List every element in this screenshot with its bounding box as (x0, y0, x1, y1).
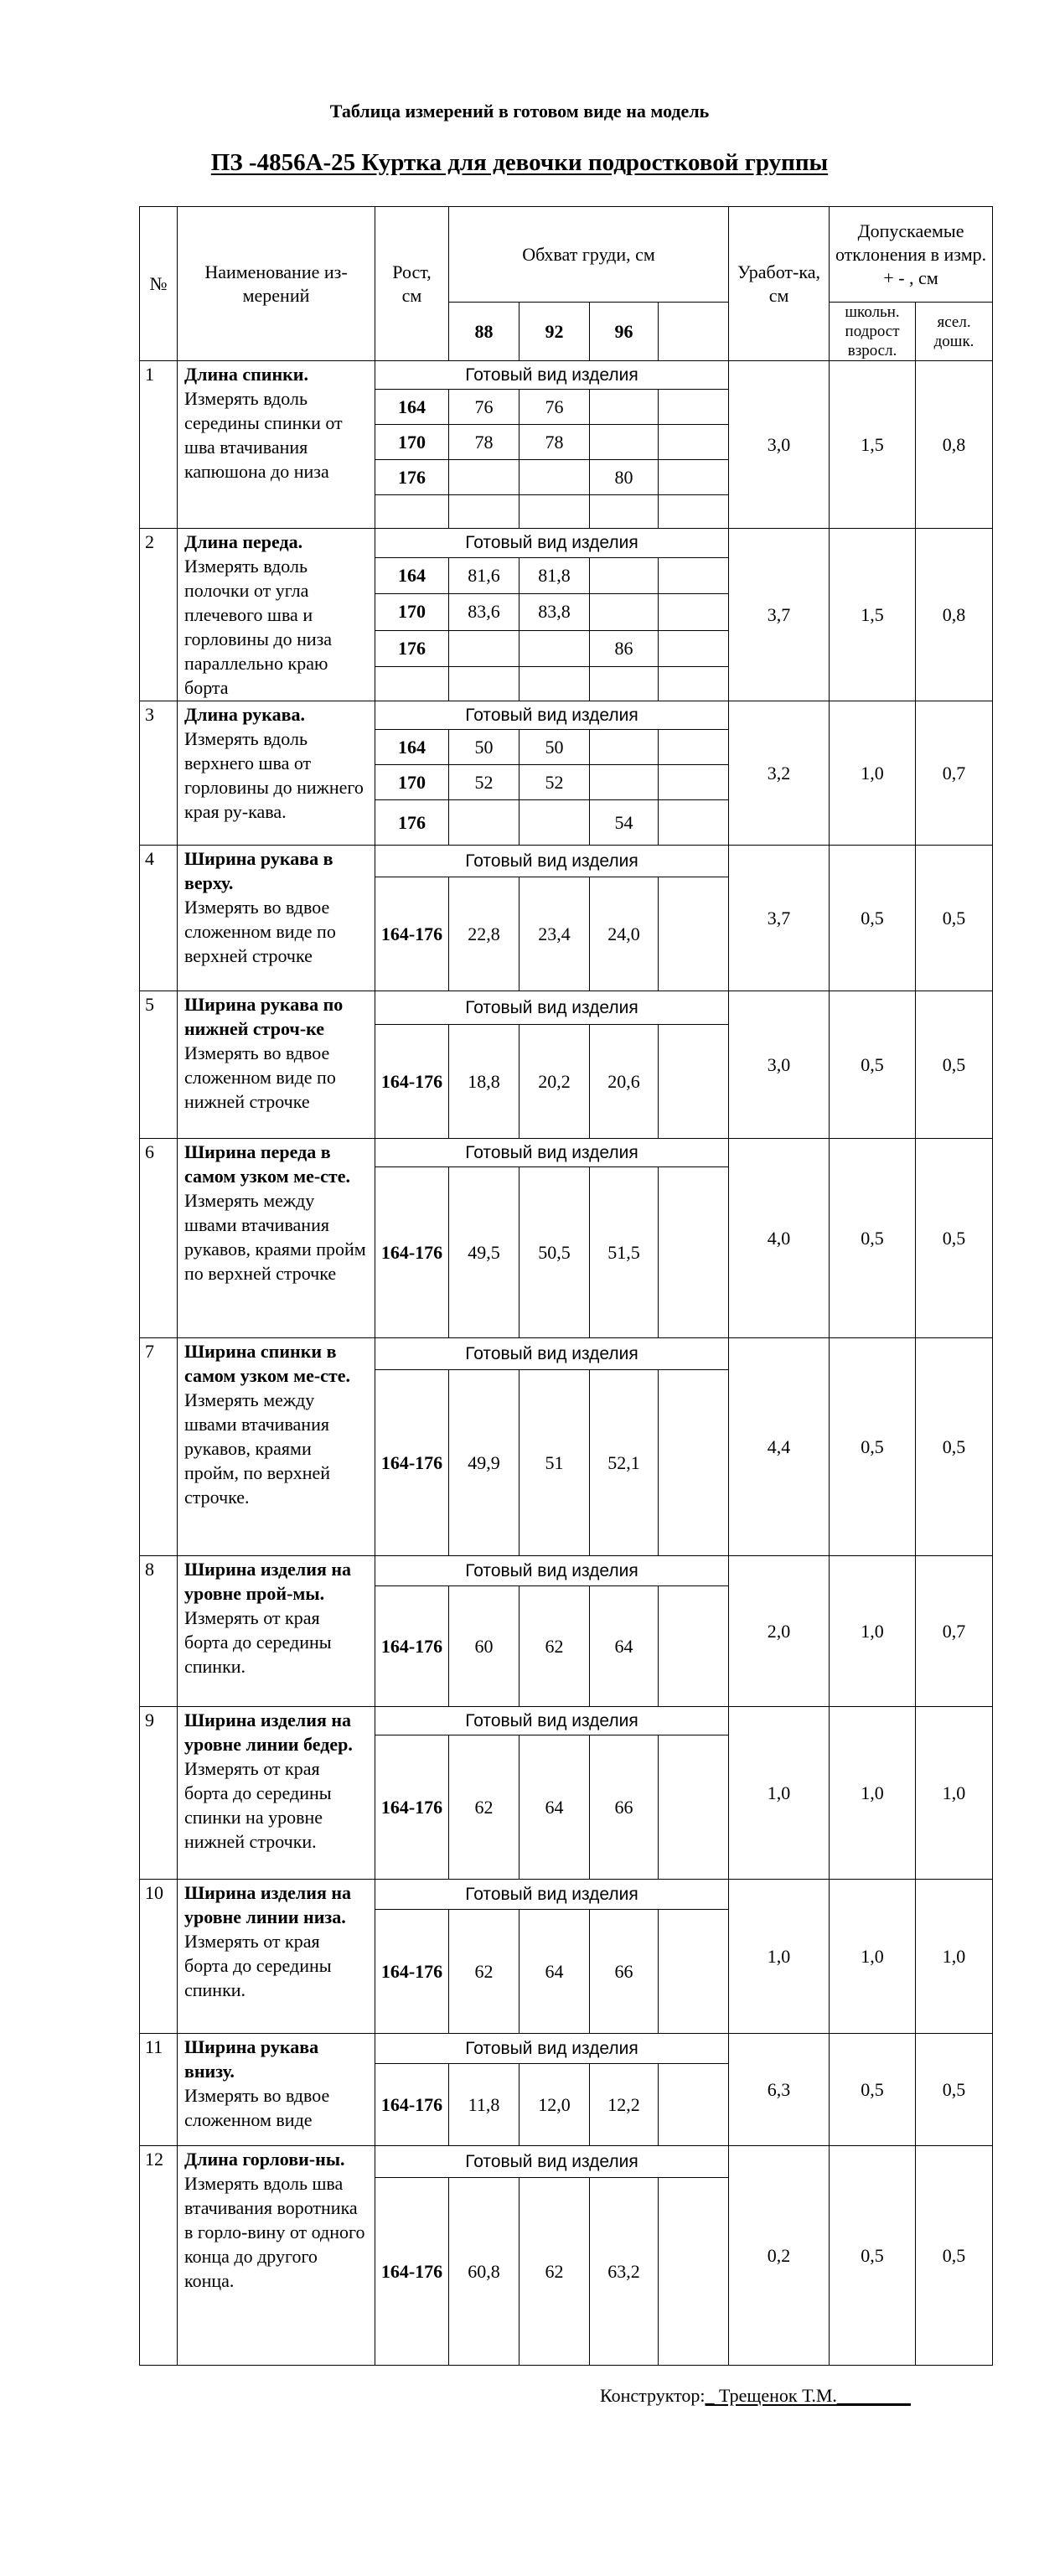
row-title: Ширина изделия на уровне линии низа. (184, 1882, 352, 1927)
row-desc: Измерять от края борта до середины спинки. (184, 1931, 332, 2000)
tol-school-value: 0,5 (830, 846, 916, 991)
ready-label: Готовый вид изделия (375, 1880, 729, 1910)
empty-cell (659, 2064, 729, 2146)
row-name (178, 2146, 375, 2366)
tol-school-value: 1,5 (830, 529, 916, 701)
chest-88-value: 18,8 (449, 1025, 520, 1139)
chest-96-value: 24,0 (590, 877, 659, 991)
height-value: 164-176 (375, 1735, 449, 1880)
footer (600, 2385, 911, 2407)
ready-label: Готовый вид изделия (375, 701, 729, 730)
row-desc: Измерять между швами втачивания рукавов, краями пройм, по верхней строчке. (184, 1389, 331, 1508)
table-row (140, 1556, 993, 1586)
row-num: 5 (140, 991, 178, 1139)
empty-cell (449, 495, 520, 529)
row-desc: Измерять во вдвое сложенном виде по верхней строчке (184, 897, 336, 966)
chest-92-value: 62 (520, 2178, 590, 2366)
row-name (178, 1556, 375, 1707)
tol-nursery-value: 0,8 (916, 361, 993, 529)
empty-cell (659, 1025, 729, 1139)
constructor-name: _ Трещенок Т.М.________ (705, 2385, 911, 2406)
ready-label: Готовый вид изделия (375, 529, 729, 558)
empty-cell (659, 630, 729, 666)
chest-92-value: 76 (520, 390, 590, 425)
chest-96-value (590, 558, 659, 594)
chest-88-value: 78 (449, 425, 520, 460)
row-desc: Измерять от края борта до середины спинки на уровне нижней строчки. (184, 1758, 332, 1852)
height-value: 176 (375, 800, 449, 846)
chest-88-value: 62 (449, 1910, 520, 2034)
work-value: 3,0 (729, 991, 830, 1139)
chest-92-value: 83,8 (520, 594, 590, 630)
height-value: 176 (375, 630, 449, 666)
tol-school-value: 0,5 (830, 1338, 916, 1556)
height-value: 164 (375, 558, 449, 594)
row-num: 9 (140, 1707, 178, 1880)
row-num: 3 (140, 701, 178, 846)
row-title: Длина горлови-ны. (184, 2149, 345, 2170)
tol-nursery-value: 0,8 (916, 529, 993, 701)
height-value: 164-176 (375, 1910, 449, 2034)
work-value: 4,4 (729, 1338, 830, 1556)
tol-nursery-value: 0,7 (916, 1556, 993, 1707)
row-num: 2 (140, 529, 178, 701)
table-row (140, 529, 993, 558)
empty-cell (659, 765, 729, 800)
height-value: 164 (375, 390, 449, 425)
height-value: 164-176 (375, 1025, 449, 1139)
row-num: 12 (140, 2146, 178, 2366)
row-name (178, 529, 375, 701)
work-value: 0,2 (729, 2146, 830, 2366)
chest-88-value: 60 (449, 1586, 520, 1707)
row-title: Длина спинки. (184, 364, 308, 385)
chest-88-value: 22,8 (449, 877, 520, 991)
row-name (178, 2034, 375, 2146)
chest-88-value: 81,6 (449, 558, 520, 594)
header-num: № (140, 207, 178, 361)
chest-size-96: 96 (590, 303, 659, 361)
row-title: Ширина рукава внизу. (184, 2036, 319, 2082)
ready-label: Готовый вид изделия (375, 361, 729, 390)
row-desc: Измерять вдоль середины спинки от шва втачивания капюшона до низа (184, 388, 343, 482)
table-row (140, 846, 993, 877)
row-num: 7 (140, 1338, 178, 1556)
chest-88-value: 52 (449, 765, 520, 800)
height-value: 164-176 (375, 1167, 449, 1338)
chest-92-value: 81,8 (520, 558, 590, 594)
row-name (178, 1880, 375, 2034)
tol-school-value: 1,5 (830, 361, 916, 529)
tol-nursery-value: 0,7 (916, 701, 993, 846)
empty-cell (659, 594, 729, 630)
chest-size-92: 92 (520, 303, 590, 361)
ready-label: Готовый вид изделия (375, 2146, 729, 2178)
tol-nursery-value: 0,5 (916, 846, 993, 991)
work-value: 6,3 (729, 2034, 830, 2146)
row-name (178, 846, 375, 991)
tol-school-value: 0,5 (830, 1139, 916, 1338)
chest-88-value (449, 630, 520, 666)
chest-92-value (520, 630, 590, 666)
document-title-text: ПЗ -4856А-25 Куртка для девочки подростковой группы (210, 149, 829, 176)
row-desc: Измерять вдоль верхнего шва от горловины до нижнего края ру-кава. (184, 728, 364, 822)
empty-cell (659, 2178, 729, 2366)
chest-92-value: 64 (520, 1910, 590, 2034)
chest-96-value: 52,1 (590, 1370, 659, 1556)
row-desc: Измерять вдоль шва втачивания воротника в горло-вину от одного конца до другого конца. (184, 2173, 365, 2291)
row-title: Ширина переда в самом узком ме-сте. (184, 1141, 350, 1187)
height-value: 170 (375, 765, 449, 800)
ready-label: Готовый вид изделия (375, 2034, 729, 2064)
table-row (140, 701, 993, 730)
header-row (140, 207, 993, 303)
row-title: Длина рукава. (184, 704, 305, 725)
measurements-table (139, 206, 993, 2366)
chest-96-value: 51,5 (590, 1167, 659, 1338)
ready-label: Готовый вид изделия (375, 1139, 729, 1167)
footer-label: Конструктор: (600, 2385, 706, 2406)
row-desc: Измерять между швами втачивания рукавов, краями пройм по верхней строчке (184, 1190, 366, 1284)
work-value: 1,0 (729, 1880, 830, 2034)
chest-88-value: 76 (449, 390, 520, 425)
row-name (178, 361, 375, 529)
empty-cell (659, 666, 729, 701)
chest-96-value: 63,2 (590, 2178, 659, 2366)
work-value: 3,0 (729, 361, 830, 529)
empty-cell (659, 1735, 729, 1880)
table-body (140, 207, 993, 2366)
empty-cell (375, 666, 449, 701)
tol-school-value: 0,5 (830, 991, 916, 1139)
empty-cell (659, 1910, 729, 2034)
table-row (140, 1139, 993, 1167)
empty-cell (375, 495, 449, 529)
row-desc: Измерять во вдвое сложенном виде (184, 2085, 330, 2130)
chest-88-value: 11,8 (449, 2064, 520, 2146)
chest-92-value: 50,5 (520, 1167, 590, 1338)
document-title (0, 149, 1039, 177)
chest-96-value: 80 (590, 460, 659, 495)
chest-88-value: 50 (449, 730, 520, 765)
chest-size-88: 88 (449, 303, 520, 361)
height-value: 164-176 (375, 877, 449, 991)
chest-96-value: 64 (590, 1586, 659, 1707)
empty-cell (659, 730, 729, 765)
chest-96-value: 54 (590, 800, 659, 846)
chest-92-value: 20,2 (520, 1025, 590, 1139)
header-height: Рост, см (375, 207, 449, 361)
height-value: 164 (375, 730, 449, 765)
chest-96-value (590, 765, 659, 800)
table-caption: Таблица измерений в готовом виде на модель (329, 101, 710, 122)
chest-92-value: 12,0 (520, 2064, 590, 2146)
header-work: Уработ-ка, см (729, 207, 830, 361)
tol-school-value: 0,5 (830, 2146, 916, 2366)
tol-nursery-value: 1,0 (916, 1880, 993, 2034)
row-desc: Измерять вдоль полочки от угла плечевого шва и горловины до низа параллельно краю борта (184, 556, 333, 698)
tol-nursery-value: 1,0 (916, 1707, 993, 1880)
tol-school-value: 1,0 (830, 701, 916, 846)
chest-96-value: 66 (590, 1910, 659, 2034)
height-value: 176 (375, 460, 449, 495)
row-title: Ширина спинки в самом узком ме-сте. (184, 1341, 350, 1386)
chest-88-value (449, 460, 520, 495)
chest-size-empty (659, 303, 729, 361)
header-name: Наименование из-мерений (178, 207, 375, 361)
empty-cell (659, 877, 729, 991)
row-name (178, 1139, 375, 1338)
table-row (140, 2034, 993, 2064)
chest-92-value: 62 (520, 1586, 590, 1707)
work-value: 3,7 (729, 529, 830, 701)
table-row (140, 361, 993, 390)
row-title: Ширина изделия на уровне линии бедер. (184, 1710, 353, 1755)
empty-cell (449, 666, 520, 701)
work-value: 4,0 (729, 1139, 830, 1338)
ready-label: Готовый вид изделия (375, 1338, 729, 1370)
chest-96-value (590, 425, 659, 460)
work-value: 1,0 (729, 1707, 830, 1880)
chest-96-value: 66 (590, 1735, 659, 1880)
empty-cell (659, 390, 729, 425)
height-value: 164-176 (375, 2064, 449, 2146)
table-row (140, 2146, 993, 2178)
chest-92-value: 64 (520, 1735, 590, 1880)
empty-cell (659, 1370, 729, 1556)
height-value: 164-176 (375, 1586, 449, 1707)
tol-school-value: 0,5 (830, 2034, 916, 2146)
ready-label: Готовый вид изделия (375, 1707, 729, 1735)
chest-96-value (590, 594, 659, 630)
row-num: 8 (140, 1556, 178, 1707)
tol-nursery-value: 0,5 (916, 1338, 993, 1556)
chest-96-value: 12,2 (590, 2064, 659, 2146)
header-tolerance: Допускаемые отклонения в измр. + - , см (830, 207, 993, 303)
chest-88-value: 62 (449, 1735, 520, 1880)
tol-nursery-value: 0,5 (916, 2034, 993, 2146)
row-num: 11 (140, 2034, 178, 2146)
table-row (140, 991, 993, 1025)
chest-96-value (590, 390, 659, 425)
chest-92-value (520, 460, 590, 495)
row-num: 1 (140, 361, 178, 529)
ready-label: Готовый вид изделия (375, 1556, 729, 1586)
row-title: Длина переда. (184, 531, 303, 552)
table-row (140, 1707, 993, 1735)
empty-cell (659, 1167, 729, 1338)
empty-cell (659, 425, 729, 460)
work-value: 2,0 (729, 1556, 830, 1707)
height-value: 170 (375, 425, 449, 460)
chest-92-value: 52 (520, 765, 590, 800)
height-value: 164-176 (375, 1370, 449, 1556)
chest-92-value: 78 (520, 425, 590, 460)
row-num: 4 (140, 846, 178, 991)
row-name (178, 701, 375, 846)
empty-cell (659, 800, 729, 846)
empty-cell (520, 666, 590, 701)
row-name (178, 991, 375, 1139)
row-name (178, 1338, 375, 1556)
row-desc: Измерять от края борта до середины спинки. (184, 1607, 332, 1677)
chest-88-value: 60,8 (449, 2178, 520, 2366)
empty-cell (659, 495, 729, 529)
chest-88-value: 83,6 (449, 594, 520, 630)
chest-92-value: 50 (520, 730, 590, 765)
header-tol-nursery: ясел. дошк. (916, 303, 993, 361)
chest-96-value: 20,6 (590, 1025, 659, 1139)
tol-nursery-value: 0,5 (916, 1139, 993, 1338)
chest-88-value: 49,5 (449, 1167, 520, 1338)
row-desc: Измерять во вдвое сложенном виде по нижней строчке (184, 1042, 336, 1112)
row-name (178, 1707, 375, 1880)
row-title: Ширина изделия на уровне прой-мы. (184, 1559, 352, 1604)
row-num: 10 (140, 1880, 178, 2034)
header-tol-school: школьн. подрост взросл. (830, 303, 916, 361)
empty-cell (590, 666, 659, 701)
chest-88-value: 49,9 (449, 1370, 520, 1556)
chest-96-value: 86 (590, 630, 659, 666)
tol-nursery-value: 0,5 (916, 2146, 993, 2366)
empty-cell (590, 495, 659, 529)
tol-school-value: 1,0 (830, 1556, 916, 1707)
empty-cell (659, 460, 729, 495)
chest-92-value: 51 (520, 1370, 590, 1556)
empty-cell (659, 558, 729, 594)
tol-school-value: 1,0 (830, 1880, 916, 2034)
chest-96-value (590, 730, 659, 765)
row-num: 6 (140, 1139, 178, 1338)
empty-cell (520, 495, 590, 529)
ready-label: Готовый вид изделия (375, 991, 729, 1025)
row-title: Ширина рукава по нижней строч-ке (184, 994, 344, 1039)
tol-school-value: 1,0 (830, 1707, 916, 1880)
height-value: 170 (375, 594, 449, 630)
ready-label: Готовый вид изделия (375, 846, 729, 877)
header-chest: Обхват груди, см (449, 207, 729, 303)
work-value: 3,2 (729, 701, 830, 846)
chest-88-value (449, 800, 520, 846)
empty-cell (659, 1586, 729, 1707)
chest-92-value (520, 800, 590, 846)
tol-nursery-value: 0,5 (916, 991, 993, 1139)
work-value: 3,7 (729, 846, 830, 991)
row-title: Ширина рукава в верху. (184, 848, 333, 893)
table-row (140, 1880, 993, 1910)
chest-92-value: 23,4 (520, 877, 590, 991)
table-row (140, 1338, 993, 1370)
height-value: 164-176 (375, 2178, 449, 2366)
